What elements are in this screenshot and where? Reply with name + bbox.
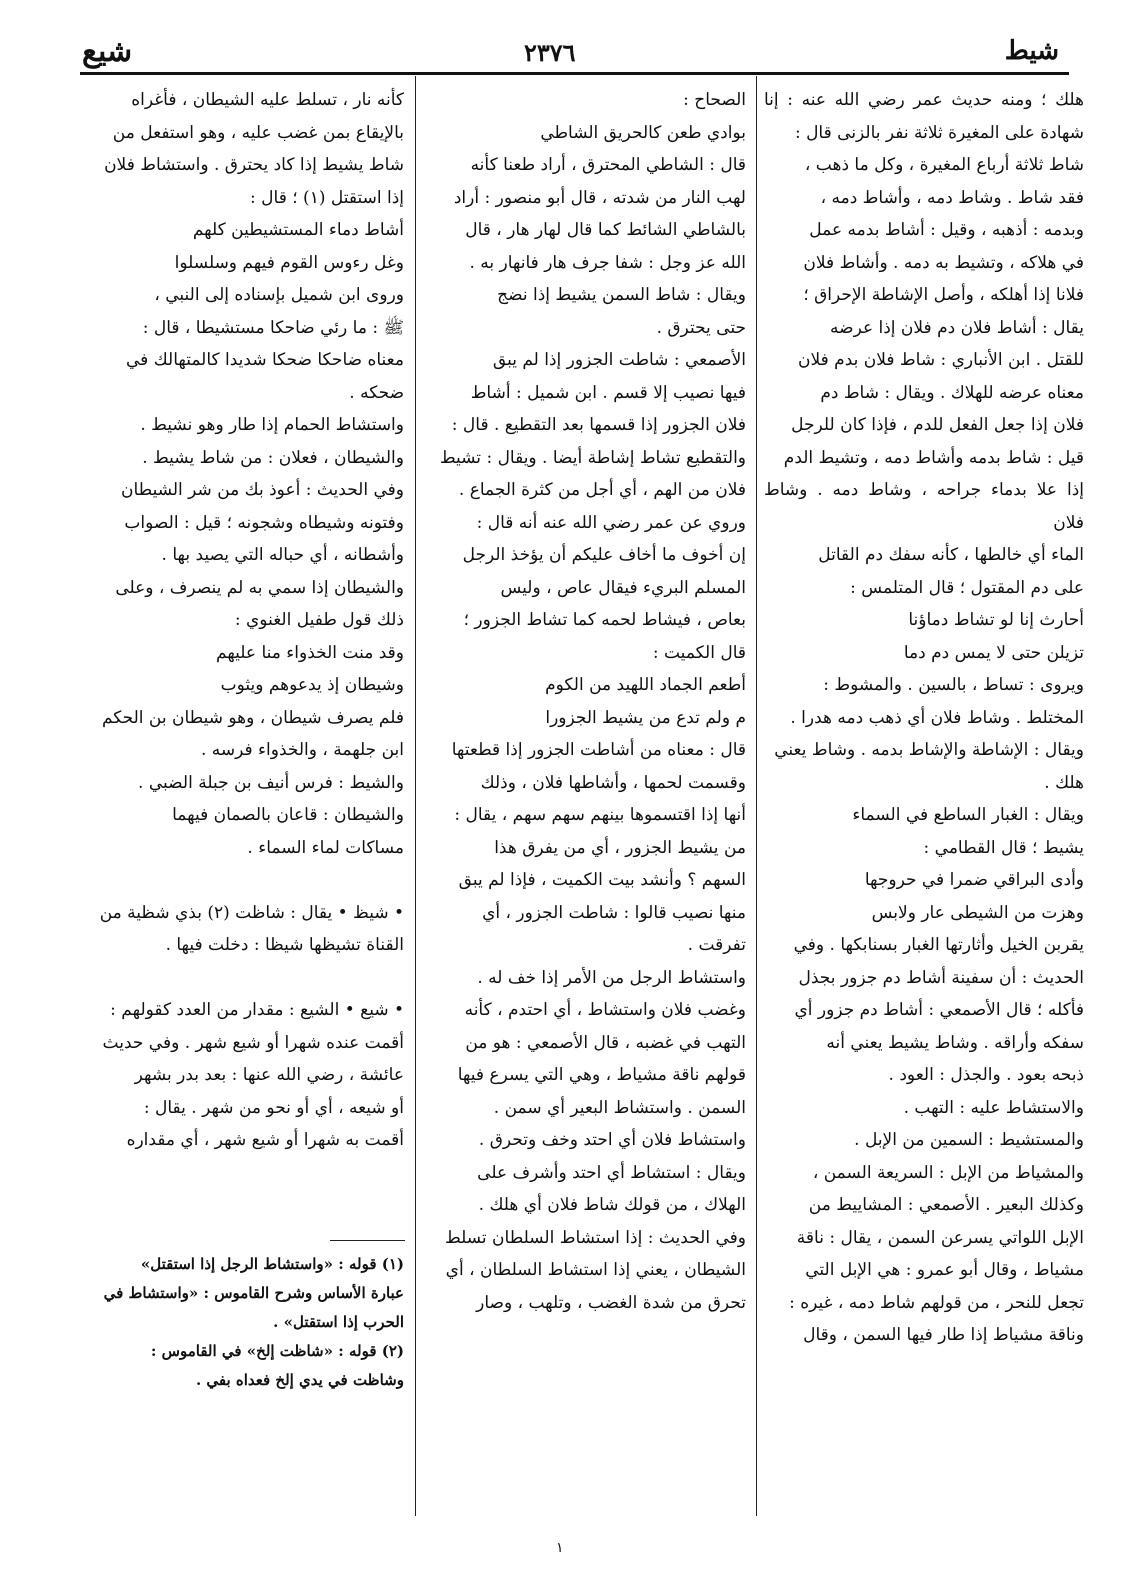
text-line: وفتونه وشيطاه وشجونه ؛ قيل : الصواب — [124, 512, 404, 533]
text-line: المختلط . وشاط فلان أي ذهب دمه هدرا . — [790, 707, 1084, 728]
text-line: واستشاط الرجل من الأمر إذا خف له . — [477, 967, 746, 988]
text-line: منها نصيب قالوا : شاطت الجزور ، أي — [482, 902, 746, 923]
text-line: والشيطان : قاعان بالصمان فيهما — [172, 805, 404, 825]
text-line: ويقال : الغبار الساطع في السماء — [852, 805, 1084, 825]
text-line: على دم المقتول ؛ قال المتلمس : — [850, 577, 1084, 598]
text-line: أحارث إنا لو تشاط دماؤنا — [908, 610, 1084, 630]
text-line: وقد منت الخذواء منا عليهم — [216, 642, 404, 663]
text-line: تحرق من شدة الغضب ، وتلهب ، وصار — [476, 1292, 746, 1313]
text-line: يقال : أشاط فلان دم فلان إذا عرضه — [830, 317, 1084, 338]
text-line: قال الكميت : — [652, 642, 746, 663]
text-line: فلان إذا جعل الفعل للدم ، فإذا كان للرجل — [791, 415, 1084, 435]
text-line: إن أخوف ما أخاف عليكم أن يؤخذ الرجل — [462, 545, 746, 565]
text-line: أقمت عنده شهرا أو شيع شهر . وفي حديث — [102, 1032, 404, 1053]
text-line: تزيلن حتى لا يمس دم دما — [903, 642, 1084, 663]
text-line: وقسمت لحمها ، وأشاطها فلان ، وذلك — [480, 772, 746, 793]
text-line: الإبل اللواتي يسرعن السمن ، يقال : ناقة — [796, 1227, 1084, 1248]
text-line: ويقال : الإشاطة والإشاط بدمه . وشاط يعني — [774, 740, 1084, 760]
left-column — [84, 84, 404, 1419]
text-line: هلك ؛ ومنه حديث عمر رضي الله عنه : إنا شهادة على المغيرة ثلاثة نفر بالزنى قال : — [764, 90, 1084, 143]
text-line: بالشاطي الشائط كما قال لهار هار ، قال — [465, 220, 746, 240]
text-line: وروى ابن شميل بإسناده إلى النبي ، — [154, 285, 404, 305]
header-left-keyword: شيع — [82, 34, 133, 69]
text-line: لهب النار من شدته ، قال أبو منصور : أراد — [453, 187, 746, 208]
text-line: الأصمعي : شاطت الجزور إذا لم يبق — [492, 350, 746, 370]
text-line: بوادي طعن كالحريق الشاطي — [540, 122, 746, 143]
text-line: أطعم الجماد اللهيد من الكوم — [545, 675, 746, 695]
text-line: ضحكه . — [349, 382, 404, 403]
text-line: واستشاط الحمام إذا طار وهو نشيط . — [140, 415, 404, 435]
text-line: الحديث : أن سفينة أشاط دم جزور بجذل — [798, 967, 1084, 988]
text-line: أشاط دماء المستشيطين كلهم — [192, 220, 404, 240]
text-line: هلك . — [1044, 772, 1084, 793]
column-divider-right — [756, 76, 757, 1516]
text-line: والشيط : فرس أنيف بن جبلة الضبي . — [138, 772, 404, 793]
text-line: بعاص ، فيشاط لحمه كما تشاط الجزور ؛ — [463, 610, 746, 630]
middle-column — [426, 84, 746, 1484]
text-line: قال : الشاطي المحترق ، أراد طعنا كأنه — [470, 155, 746, 175]
text-line: والمستشيط : السمين من الإبل . — [854, 1130, 1084, 1150]
text-line: والمشياط من الإبل : السريعة السمن ، — [812, 1162, 1084, 1183]
text-line: • شيظ • يقال : شاظت (٢) بذي شظية من — [99, 902, 404, 923]
text-line: وفي الحديث : أعوذ بك من شر الشيطان — [120, 480, 404, 500]
text-line: فقد شاط . وشاط دمه ، وأشاط دمه ، — [820, 187, 1084, 208]
text-line: بالإيقاع بمن غضب عليه ، وهو استفعل من — [112, 122, 404, 143]
text-line: شاط ثلاثة أرباع المغيرة ، وكل ما ذهب ، — [804, 155, 1084, 175]
text-line: المسلم البريء فيقال عاص ، وليس — [500, 577, 746, 598]
text-line: ويروى : تساط ، بالسين . والمشوط : — [823, 675, 1084, 695]
text-line: وأشطانه ، أي حباله التي يصيد بها . — [161, 545, 404, 565]
text-line — [84, 962, 404, 995]
text-line: كأنه نار ، تسلط عليه الشيطان ، فأغراه — [131, 90, 404, 110]
text-line: مشياط ، وقال أبو عمرو : هي الإبل التي — [805, 1260, 1084, 1280]
text-line: وأدى البراقي ضمرا في حروجها — [864, 870, 1084, 890]
text-line: للقتل . ابن الأنباري : شاط فلان بدم فلان — [798, 350, 1084, 370]
right-column — [764, 84, 1084, 1484]
footnote-line: (١) قوله : «واستشاط الرجل إذا استقتل» — [140, 1255, 404, 1273]
text-line: إذا استقتل (١) ؛ قال : — [250, 187, 404, 208]
text-line: قال : معناه من أشاطت الجزور إذا قطعتها — [451, 740, 746, 760]
text-line: وهزت من الشيطى عار ولابس — [871, 902, 1084, 923]
text-line: أو شيعه ، أي أو نحو من شهر . يقال : — [143, 1097, 404, 1118]
text-line: والشيطان إذا سمي به لم ينصرف ، وعلى — [115, 577, 404, 598]
text-line: فلان الجزور إذا قسمها بعد التقطيع . قال : — [451, 415, 746, 435]
text-line: تجعل للنحر ، من قولهم شاط دمه ، غيره : — [789, 1292, 1084, 1313]
text-line: م ولم تدع من يشيط الجزورا — [545, 707, 746, 728]
text-line — [84, 864, 404, 897]
text-line: يشيط ؛ قال القطامي : — [923, 837, 1084, 858]
text-line: الصحاح : — [683, 90, 746, 110]
text-line: قولهم ناقة مشياط ، وهي التي يسرع فيها — [457, 1065, 746, 1085]
text-line: السمن . واستشاط البعير أي سمن . — [493, 1097, 746, 1118]
text-line: حتى يحترق . — [656, 317, 746, 338]
text-line: ذبحه بعود . والجذل : العود . — [888, 1065, 1084, 1085]
text-line: سفكه وأراقه . وشاط يشيط يعني أنه — [826, 1032, 1084, 1053]
text-line: فأكله ؛ قال الأصمعي : أشاط دم جزور أي — [794, 1000, 1084, 1020]
text-line: فيها نصيب إلا قسم . ابن شميل : أشاط — [470, 382, 746, 403]
text-line: وغل رءوس القوم فيهم وسلسلوا — [174, 252, 404, 273]
text-line: الهلاك ، من قولك شاط فلان أي هلك . — [478, 1195, 746, 1215]
text-line: واستشاط فلان أي احتد وخف وتحرق . — [478, 1130, 746, 1150]
footnote-line: عبارة الأساس وشرح القاموس : «واستشاط في — [103, 1284, 404, 1302]
text-line: التهب في غضبه ، قال الأصمعي : هو من — [465, 1032, 746, 1053]
text-line: والاستشاط عليه : التهب . — [903, 1097, 1084, 1118]
text-line: وكذلك البعير . الأصمعي : المشاييط من — [808, 1195, 1084, 1215]
text-line: • شيع • الشيع : مقدار من العدد كقولهم : — [110, 1000, 404, 1020]
text-line: وشيطان إذ يدعوهم ويثوب — [220, 675, 404, 695]
text-line: قيل : شاط بدمه وأشاط دمه ، وتشيط الدم — [783, 447, 1084, 468]
text-line: أنها إذا اقتسموها بينهم سهم سهم ، يقال : — [454, 805, 746, 825]
text-line: فلم يصرف شيطان ، وهو شيطان بن الحكم — [101, 707, 404, 728]
text-line: من يشيط الجزور ، أي من يفرق هذا — [494, 837, 746, 858]
text-line: ابن جلهمة ، والخذواء فرسه . — [200, 740, 404, 760]
column-divider-left — [415, 76, 416, 1516]
footnote-line: (٢) قوله : «شاظت إلخ» في القاموس : — [150, 1342, 404, 1360]
footnote-line: وشاظت في يدي إلخ فعداه بفي . — [195, 1371, 404, 1389]
text-line: القناة تشيظها شيظا : دخلت فيها . — [165, 935, 404, 955]
footnotes — [84, 1250, 404, 1395]
text-line: وفي الحديث : إذا استشاط السلطان تسلط — [444, 1227, 746, 1248]
text-line: الماء أي خالطها ، كأنه سفك دم القاتل — [818, 545, 1084, 565]
text-line: إذا علا بدماء جراحه ، وشاط دمه . وشاط فلان — [764, 480, 1084, 533]
text-line: تفرقت . — [687, 935, 746, 955]
header-rule — [80, 72, 1069, 75]
text-line: شاط يشيط إذا كاد يحترق . واستشاط فلان — [104, 155, 404, 175]
text-line: ويقال : شاط السمن يشيط إذا نضج — [497, 285, 746, 305]
text-line: والشيطان ، فعلان : من شاط يشيط . — [142, 447, 404, 468]
text-line: ﷺ : ما رئي ضاحكا مستشيطا ، قال : — [142, 317, 404, 338]
text-line: الشيطان ، يعني إذا استشاط السلطان ، أي — [445, 1260, 746, 1280]
text-line: معناه عرضه للهلاك . ويقال : شاط دم — [820, 382, 1084, 403]
text-line: عائشة ، رضي الله عنها : بعد بدر بشهر — [134, 1065, 404, 1085]
text-line: وغضب فلان واستشاط ، أي احتدم ، كأنه — [464, 1000, 746, 1020]
text-line: ذلك قول طفيل الغنوي : — [234, 610, 404, 630]
text-line: ويقال : استشاط أي احتد وأشرف على — [477, 1162, 746, 1183]
text-line: معناه ضاحكا ضحكا شديدا كالمتهالك في — [126, 350, 404, 370]
text-line: السهم ؟ وأنشد بيت الكميت ، فإذا لم يبق — [458, 870, 746, 890]
text-line: الله عز وجل : شفا جرف هار فانهار به . — [469, 252, 746, 273]
page-number: ٢٣٧٦ — [524, 38, 576, 67]
footnote-line: الحرب إذا استقتل» . — [273, 1313, 404, 1331]
text-line: وناقة مشياط إذا طار فيها السمن ، وقال — [803, 1325, 1084, 1345]
text-line: أقمت به شهرا أو شيع شهر ، أي مقداره — [126, 1130, 404, 1150]
footnote-rule — [330, 1240, 405, 1241]
text-line: فلانا إذا أهلكه ، وأصل الإشاطة الإحراق ؛ — [803, 285, 1084, 305]
text-line: يقربن الخيل وأثارتها الغبار بسنابكها . وفي — [793, 935, 1084, 955]
text-line: فلان من الهم ، أي أجل من كثرة الجماع . — [458, 480, 746, 500]
text-line: وروي عن عمر رضي الله عنه أنه قال : — [476, 512, 746, 533]
text-line: والتقطيع تشاط إشاطة أيضا . ويقال : تشيط — [439, 447, 746, 468]
text-line: في هلاكه ، وتشيط به دمه . وأشاط فلان — [803, 252, 1084, 273]
text-line: وبدمه : أذهبه ، وقيل : أشاط بدمه عمل — [809, 220, 1084, 240]
header-right-keyword: شيط — [1004, 36, 1059, 66]
text-line: مساكات لماء السماء . — [247, 837, 404, 858]
bottom-mark: ١ — [556, 1540, 564, 1556]
